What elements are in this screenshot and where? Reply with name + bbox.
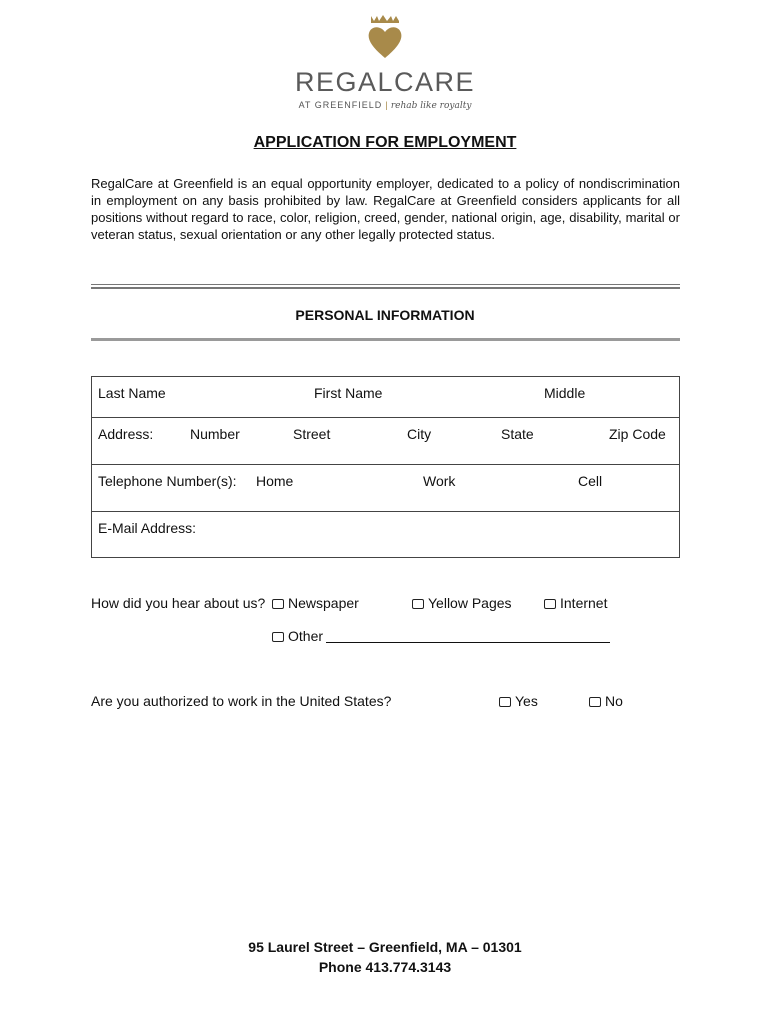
phone-label: Telephone Number(s): [98, 473, 237, 489]
brand-tagline [0, 100, 770, 111]
internet-checkbox[interactable] [544, 599, 556, 609]
hear-about-question: How did you hear about us? [91, 595, 266, 611]
phone-cell-label: Cell [578, 473, 603, 489]
option-yellow-pages[interactable] [412, 595, 512, 611]
yes-checkbox[interactable] [499, 697, 511, 707]
address-label: Address: [98, 426, 154, 442]
internet-label: Internet [560, 595, 608, 611]
brand-location: AT GREENFIELD [298, 100, 383, 110]
newspaper-checkbox[interactable] [272, 599, 284, 609]
eeo-statement: RegalCare at Greenfield is an equal opportunity employer, dedicated to a policy of nondiscrimination in employment on any basis prohibited by law. RegalCare at Greenfield considers applicants for all positions without regard to race, color, religion, creed, gender, national origin, age, disability, marital or veteran status, sexual orientation or any other legally protected status. [91, 176, 680, 242]
option-no[interactable] [589, 693, 623, 709]
address-number-label: Number [190, 426, 240, 442]
first-name-label: First Name [314, 385, 383, 401]
brand-slogan: rehab like royalty [390, 101, 472, 111]
footer [0, 937, 770, 977]
other-label: Other [288, 628, 324, 644]
yellow-pages-checkbox[interactable] [412, 599, 424, 609]
section-title-personal: PERSONAL INFORMATION [295, 307, 475, 323]
tagline-separator: | [385, 100, 388, 110]
address-zip-label: Zip Code [609, 426, 666, 442]
footer-address: 95 Laurel Street – Greenfield, MA – 01301 [248, 939, 522, 955]
section-divider-bottom [91, 338, 680, 341]
phone-home-label: Home [256, 473, 294, 489]
address-row[interactable] [92, 418, 679, 465]
page-title: APPLICATION FOR EMPLOYMENT [253, 134, 517, 151]
name-row[interactable] [92, 377, 679, 418]
personal-info-table [91, 376, 680, 558]
phone-work-label: Work [423, 473, 456, 489]
other-input-line[interactable] [326, 642, 610, 643]
work-authorization-question: Are you authorized to work in the United States? [91, 693, 392, 709]
option-internet[interactable] [544, 595, 607, 611]
email-label: E-Mail Address: [98, 520, 197, 536]
middle-name-label: Middle [544, 385, 586, 401]
option-yes[interactable] [499, 693, 538, 709]
crown-heart-icon [365, 14, 405, 60]
newspaper-label: Newspaper [288, 595, 359, 611]
footer-phone: Phone 413.774.3143 [318, 959, 452, 975]
no-checkbox[interactable] [589, 697, 601, 707]
brand-name: REGALCARE [294, 67, 476, 97]
other-checkbox[interactable] [272, 632, 284, 642]
no-label: No [605, 693, 623, 709]
company-logo [0, 14, 770, 111]
section-divider-top [91, 284, 680, 289]
yellow-pages-label: Yellow Pages [428, 595, 512, 611]
option-other[interactable] [272, 628, 323, 644]
last-name-label: Last Name [98, 385, 166, 401]
address-street-label: Street [293, 426, 331, 442]
yes-label: Yes [515, 693, 538, 709]
phone-row[interactable] [92, 465, 679, 512]
option-newspaper[interactable] [272, 595, 359, 611]
address-city-label: City [407, 426, 432, 442]
email-row[interactable] [92, 512, 679, 557]
address-state-label: State [501, 426, 534, 442]
